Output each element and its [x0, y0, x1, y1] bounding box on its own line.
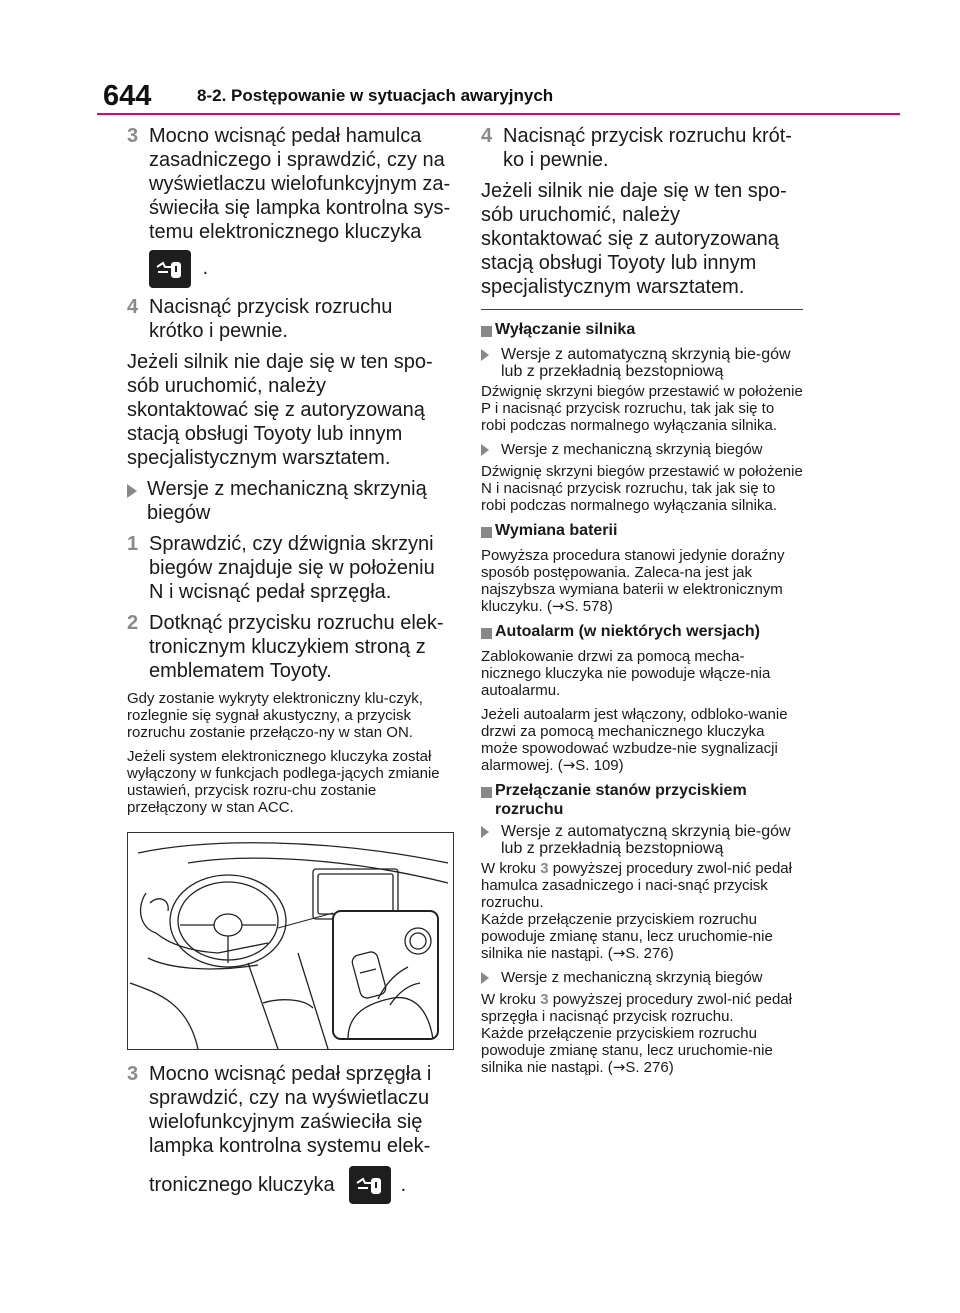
page-reference: S. 578 — [564, 598, 608, 615]
condition-manual — [481, 441, 803, 460]
paragraph-contact-dealer: Jeżeli silnik nie daje się w ten spo-sób uruchomić, należy skontaktować się z autoryzowaną stacją obsługi Toyoty lub innym specjalistycznym warsztatem. — [481, 180, 787, 298]
section-title: 8-2. Postępowanie w sytuacjach awaryjnych — [197, 86, 554, 105]
condition-text: Wersje z mechaniczną skrzynią biegów — [501, 441, 763, 458]
triangle-bullet-icon — [481, 972, 489, 984]
modes-note-text: Każde przełączenie przyciskiem rozruchu powoduje zmianę stanu, lecz uruchomie-nie silnika nie nastąpi. ( — [481, 911, 773, 962]
alarm-text-1: Zablokowanie drzwi za pomocą mecha-nicznego kluczyka nie powoduje włącze-nia autoalarmu. — [481, 648, 771, 699]
step-3-clutch — [127, 1062, 452, 1204]
battery-text: Powyższa procedura stanowi jedynie doraźny sposób postępowania. Zaleca-na jest jak najszybsza wymiana baterii w elektronicznym kluczyku. ( — [481, 547, 785, 615]
square-bullet-icon — [481, 527, 492, 538]
section-engine-off — [481, 320, 803, 342]
page-reference: S. 109 — [575, 757, 619, 774]
step-1-gear — [127, 532, 452, 604]
right-column — [481, 124, 803, 1083]
step-number: 4 — [481, 125, 493, 147]
section-car-alarm — [481, 622, 803, 644]
square-bullet-icon — [481, 787, 492, 798]
step-text: Sprawdzić, czy dźwignia skrzyni biegów znajduje się w położeniu N i wcisnąć pedał sprzęgła. — [149, 533, 435, 603]
step-reference: 3 — [540, 860, 549, 877]
condition-text: Wersje z automatyczną skrzynią bie-gów lub z przekładnią bezstopniową — [501, 823, 791, 857]
section-heading: Wymiana baterii — [495, 522, 618, 539]
step-4-press-manual — [481, 124, 803, 172]
alarm-text: Jeżeli autoalarm jest włączony, odbloko-wanie drzwi za pomocą mechanicznego kluczyka może spowodować wzbudze-nie sygnalizacji alarmowej. ( — [481, 706, 788, 774]
battery-replacement-text: Powyższa procedura stanowi jedynie doraźny sposób postępowania. Zaleca-na jest jak najszybsza wymiana baterii w elektronicznym kluczyku. (→S. 578) — [481, 547, 785, 615]
step-number: 4 — [127, 296, 139, 318]
condition-text: Wersje z mechaniczną skrzynią biegów — [147, 478, 427, 524]
condition-text: Wersje z mechaniczną skrzynią biegów — [501, 969, 763, 986]
note-key-detected: Gdy zostanie wykryty elektroniczny klu-czyk, rozlegnie się sygnał akustyczny, a przycisk rozruchu zostanie przełączo-ny w stan ON. — [127, 690, 423, 741]
condition-automatic — [481, 346, 803, 380]
page-reference: S. 276 — [625, 1059, 669, 1076]
modes-automatic-note: Każde przełączenie przyciskiem rozruchu powoduje zmianę stanu, lecz uruchomie-nie silnika nie nastąpi. (→S. 276) — [481, 911, 773, 962]
illustration-driver-touching-start-button — [127, 832, 454, 1050]
modes-text: powyższej procedury zwol-nić pedał sprzęgła i nacisnąć przycisk rozruchu. — [481, 991, 792, 1025]
section-heading: Przełączanie stanów przyciskiem rozruchu — [495, 782, 747, 818]
page-number: 644 — [103, 80, 152, 112]
step-number: 2 — [127, 612, 139, 634]
section-heading: Autoalarm (w niektórych wersjach) — [495, 623, 760, 640]
step-number: 1 — [127, 533, 139, 555]
step-2-touch — [127, 611, 452, 683]
step-number: 3 — [127, 125, 139, 147]
section-battery-replacement — [481, 521, 803, 543]
key-indicator-icon — [349, 1166, 391, 1204]
modes-text: powyższej procedury zwol-nić pedał hamulca zasadniczego i naci-snąć przycisk rozruchu. — [481, 860, 792, 911]
step-text: Dotknąć przycisku rozruchu elek-tronicznym kluczykiem stroną z emblematem Toyoty. — [149, 612, 444, 682]
step-reference: 3 — [540, 991, 549, 1008]
engine-off-automatic-text: Dźwignię skrzyni biegów przestawić w położenie P i nacisnąć przycisk rozruchu, tak jak się to robi podczas normalnego wyłączania silnika. — [481, 383, 803, 434]
section-divider — [481, 309, 803, 310]
step-text: Mocno wcisnąć pedał hamulca zasadniczego i sprawdzić, czy na wyświetlaczu wielofunkcyjnym za-świeciła się lampka kontrolna sys-temu elektronicznego kluczyka — [149, 125, 451, 243]
step-text: Mocno wcisnąć pedał sprzęgła i sprawdzić, czy na wyświetlaczu wielofunkcyjnym zaświeciła się lampka kontrolna systemu elek- — [149, 1063, 432, 1157]
triangle-bullet-icon — [127, 484, 137, 498]
modes-text: W kroku — [481, 991, 537, 1008]
condition-manual-transmission — [127, 477, 452, 525]
step-text-end: . — [400, 1174, 407, 1196]
header-rule — [97, 113, 900, 115]
condition-text: Wersje z automatyczną skrzynią bie-gów lub z przekładnią bezstopniową — [501, 346, 791, 380]
condition-manual — [481, 969, 803, 988]
paragraph-contact-dealer: Jeżeli silnik nie daje się w ten spo-sób uruchomić, należy skontaktować się z autoryzowaną stacją obsługi Toyoty lub innym specjalistycznym warsztatem. — [127, 351, 433, 469]
step-number: 3 — [127, 1063, 139, 1085]
step-text-end: . — [202, 257, 209, 280]
triangle-bullet-icon — [481, 349, 489, 361]
section-heading: Wyłączanie silnika — [495, 321, 636, 338]
modes-manual-text — [481, 991, 803, 1025]
engine-off-manual-text: Dźwignię skrzyni biegów przestawić w położenie N i nacisnąć przycisk rozruchu, tak jak się to robi podczas normalnego wyłączania silnika. — [481, 463, 803, 514]
page-reference: S. 276 — [625, 945, 669, 962]
triangle-bullet-icon — [481, 444, 489, 456]
step-text: Nacisnąć przycisk rozruchu krót-ko i pewnie. — [503, 125, 792, 171]
left-column — [127, 124, 452, 1211]
step-text-continued: tronicznego kluczyka — [149, 1174, 335, 1196]
modes-text: W kroku — [481, 860, 537, 877]
modes-automatic-text — [481, 860, 803, 911]
section-start-button-modes — [481, 781, 803, 819]
note-key-disabled: Jeżeli system elektronicznego kluczyka został wyłączony w funkcjach podlega-jących zmianie ustawień, przycisk rozru-chu zostanie przełączony w stan ACC. — [127, 748, 440, 816]
step-4-press — [127, 295, 452, 343]
modes-note-text: Każde przełączenie przyciskiem rozruchu powoduje zmianę stanu, lecz uruchomie-nie silnika nie nastąpi. ( — [481, 1025, 773, 1076]
step-3-brake — [127, 124, 452, 288]
square-bullet-icon — [481, 628, 492, 639]
square-bullet-icon — [481, 326, 492, 337]
modes-manual-note: Każde przełączenie przyciskiem rozruchu powoduje zmianę stanu, lecz uruchomie-nie silnika nie nastąpi. (→S. 276) — [481, 1025, 773, 1076]
condition-automatic — [481, 823, 803, 857]
step-text: Nacisnąć przycisk rozruchu krótko i pewnie. — [149, 296, 393, 342]
key-indicator-icon — [149, 250, 191, 288]
triangle-bullet-icon — [481, 826, 489, 838]
alarm-text-2: Jeżeli autoalarm jest włączony, odbloko-wanie drzwi za pomocą mechanicznego kluczyka może spowodować wzbudze-nie sygnalizacji alarmowej. (→S. 109) — [481, 706, 788, 774]
